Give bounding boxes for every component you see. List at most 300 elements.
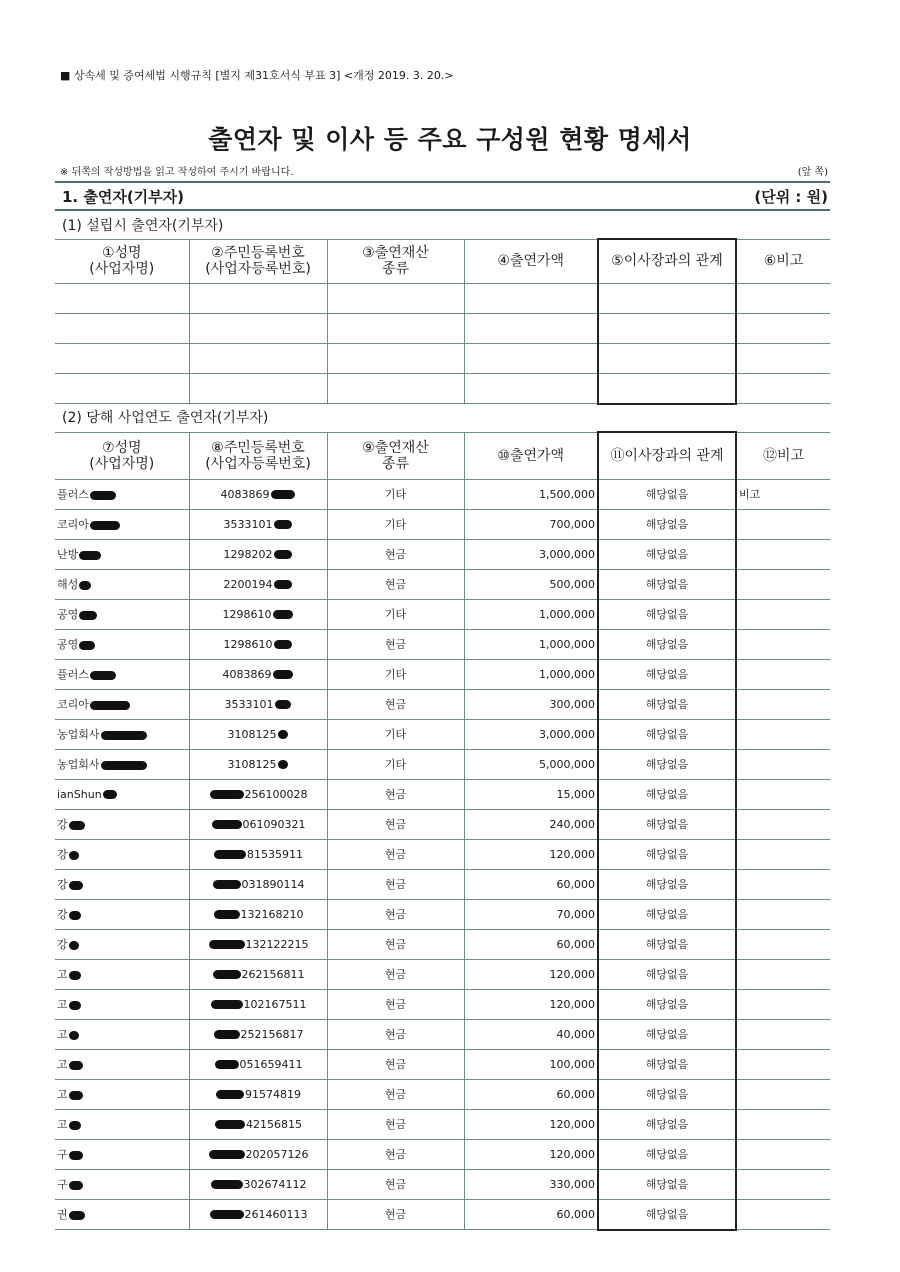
column-header-subline: 종류 — [381, 455, 410, 472]
empty-cell — [598, 343, 736, 373]
note-cell — [736, 719, 830, 749]
donation-amount-cell: 5,000,000 — [464, 749, 598, 779]
relation-cell: 해당없음 — [598, 719, 736, 749]
redaction-mark — [214, 850, 246, 859]
donation-amount-cell: 120,000 — [464, 1109, 598, 1139]
relation-cell: 해당없음 — [598, 539, 736, 569]
redaction-mark — [278, 760, 288, 769]
donor-name: 코리아 — [57, 698, 89, 711]
column-header — [464, 239, 598, 283]
registration-number-cell — [189, 1079, 327, 1109]
note-cell — [736, 1079, 830, 1109]
registration-number: 031890114 — [241, 877, 305, 891]
donor-name: 고 — [57, 1058, 68, 1071]
relation-cell: 해당없음 — [598, 509, 736, 539]
registration-number-cell — [189, 1139, 327, 1169]
column-header — [736, 239, 830, 283]
asset-type-cell: 현금 — [327, 689, 464, 719]
empty-cell — [55, 373, 189, 404]
registration-number-cell — [189, 1109, 327, 1139]
donation-amount-cell: 330,000 — [464, 1169, 598, 1199]
relation-cell: 해당없음 — [598, 899, 736, 929]
donor-name-cell — [55, 989, 189, 1019]
registration-number-cell — [189, 719, 327, 749]
donor-name: 구 — [57, 1178, 68, 1191]
donation-amount-cell: 100,000 — [464, 1049, 598, 1079]
column-header-line: ①성명 — [101, 245, 142, 261]
note-cell — [736, 659, 830, 689]
donor-name: 강 — [57, 878, 68, 891]
subsection-1-title: (1) 설립시 출연자(기부자) — [62, 218, 224, 234]
note-cell — [736, 929, 830, 959]
donor-name-cell — [55, 899, 189, 929]
registration-number: 3533101 — [223, 517, 273, 531]
redaction-mark — [273, 670, 293, 679]
note-cell — [736, 1019, 830, 1049]
empty-cell — [736, 343, 830, 373]
asset-type-cell: 기타 — [327, 599, 464, 629]
donation-amount-cell: 240,000 — [464, 809, 598, 839]
relation-cell: 해당없음 — [598, 749, 736, 779]
note-cell — [736, 539, 830, 569]
redaction-mark — [103, 790, 117, 799]
note-cell — [736, 989, 830, 1019]
redaction-mark — [101, 761, 147, 770]
registration-number: 302674112 — [243, 1177, 307, 1191]
donor-name: 난방 — [57, 548, 79, 561]
donor-name: 농업회사 — [57, 758, 100, 771]
donor-name-cell — [55, 689, 189, 719]
asset-type-cell: 기타 — [327, 659, 464, 689]
empty-cell — [464, 283, 598, 313]
donor-name-cell — [55, 569, 189, 599]
redaction-mark — [209, 1150, 245, 1159]
redaction-mark — [79, 581, 91, 590]
asset-type-cell: 현금 — [327, 959, 464, 989]
registration-number: 262156811 — [241, 967, 305, 981]
asset-type-cell: 현금 — [327, 839, 464, 869]
empty-cell — [327, 283, 464, 313]
registration-number-cell — [189, 899, 327, 929]
donation-amount-cell: 3,000,000 — [464, 719, 598, 749]
redaction-mark — [69, 821, 85, 830]
note-cell — [736, 959, 830, 989]
document-title: 출연자 및 이사 등 주요 구성원 현황 명세서 — [208, 125, 692, 154]
relation-cell: 해당없음 — [598, 839, 736, 869]
table-row — [55, 809, 830, 839]
column-header — [327, 432, 464, 479]
donor-name-cell — [55, 929, 189, 959]
redaction-mark — [210, 790, 244, 799]
instruction-notice: ※ 뒤쪽의 작성방법을 읽고 작성하여 주시기 바랍니다. — [60, 167, 294, 178]
note-cell — [736, 1109, 830, 1139]
section-top-rule — [55, 181, 830, 183]
note-cell — [736, 749, 830, 779]
table-row — [55, 1049, 830, 1079]
redaction-mark — [215, 1060, 239, 1069]
table-row — [55, 1169, 830, 1199]
redaction-mark — [69, 851, 79, 860]
redaction-mark — [69, 971, 81, 980]
redaction-mark — [216, 1090, 244, 1099]
column-header — [598, 239, 736, 283]
redaction-mark — [69, 941, 79, 950]
empty-cell — [55, 313, 189, 343]
section-1-rule — [55, 209, 830, 211]
redaction-mark — [101, 731, 147, 740]
redaction-mark — [214, 1030, 240, 1039]
donor-name-cell — [55, 1169, 189, 1199]
asset-type-cell: 현금 — [327, 869, 464, 899]
redaction-mark — [278, 730, 288, 739]
asset-type-cell: 현금 — [327, 989, 464, 1019]
table-row — [55, 839, 830, 869]
table-row — [55, 1139, 830, 1169]
registration-number: 102167511 — [243, 997, 307, 1011]
table-row — [55, 989, 830, 1019]
redaction-mark — [212, 820, 242, 829]
registration-number-cell — [189, 779, 327, 809]
relation-cell: 해당없음 — [598, 689, 736, 719]
relation-cell: 해당없음 — [598, 869, 736, 899]
empty-cell — [736, 283, 830, 313]
empty-cell — [189, 283, 327, 313]
donor-name-cell — [55, 809, 189, 839]
note-cell — [736, 809, 830, 839]
table-row — [55, 659, 830, 689]
redaction-mark — [271, 490, 295, 499]
empty-cell — [189, 373, 327, 404]
relation-cell: 해당없음 — [598, 599, 736, 629]
note-cell — [736, 509, 830, 539]
table-row — [55, 599, 830, 629]
empty-cell — [598, 283, 736, 313]
registration-number-cell — [189, 959, 327, 989]
relation-cell: 해당없음 — [598, 779, 736, 809]
table-row — [55, 509, 830, 539]
donor-name-cell — [55, 1139, 189, 1169]
donation-amount-cell: 120,000 — [464, 1139, 598, 1169]
column-header-subline: (사업자등록번호) — [205, 261, 311, 277]
table-row — [55, 283, 830, 313]
table-row — [55, 569, 830, 599]
donor-name: 권 — [57, 1208, 68, 1222]
column-header-line: ⑧주민등록번호 — [211, 439, 305, 456]
form-reference: ■ 상속세 및 증여세법 시행규칙 [별지 제31호서식 부표 3] <개정 2019. 3. 20.> — [60, 69, 454, 82]
asset-type-cell: 현금 — [327, 539, 464, 569]
registration-number: 261460113 — [244, 1207, 308, 1221]
asset-type-cell: 현금 — [327, 629, 464, 659]
redaction-mark — [79, 551, 101, 560]
registration-number-cell — [189, 599, 327, 629]
note-cell — [736, 1049, 830, 1079]
column-header-line: ⑥비고 — [763, 253, 804, 269]
registration-number-cell — [189, 869, 327, 899]
redaction-mark — [69, 1091, 83, 1100]
donor-name: 공영 — [57, 638, 79, 651]
note-cell — [736, 629, 830, 659]
column-header-subline: 종류 — [381, 261, 410, 277]
donation-amount-cell: 60,000 — [464, 1199, 598, 1230]
relation-cell: 해당없음 — [598, 629, 736, 659]
relation-cell: 해당없음 — [598, 1049, 736, 1079]
donation-amount-cell: 300,000 — [464, 689, 598, 719]
table-row — [55, 1079, 830, 1109]
relation-cell: 해당없음 — [598, 929, 736, 959]
column-header-line: ④출연가액 — [497, 253, 565, 269]
section-1-title: 1. 출연자(기부자) — [62, 188, 185, 206]
registration-number-cell — [189, 989, 327, 1019]
column-header-line: ⑦성명 — [101, 439, 142, 456]
empty-cell — [598, 373, 736, 404]
registration-number: 1298610 — [223, 637, 273, 651]
current-year-donors-table — [55, 431, 830, 1231]
donation-amount-cell: 1,000,000 — [464, 629, 598, 659]
registration-number-cell — [189, 479, 327, 509]
donor-name: 강 — [57, 908, 68, 921]
redaction-mark — [211, 1180, 243, 1189]
donation-amount-cell: 120,000 — [464, 839, 598, 869]
table-row — [55, 1199, 830, 1230]
registration-number: 051659411 — [239, 1057, 303, 1071]
column-header-line: ⑨출연재산 — [362, 439, 429, 456]
donor-name: 강 — [57, 818, 68, 831]
registration-number: 4083869 — [222, 667, 272, 681]
relation-cell: 해당없음 — [598, 1199, 736, 1230]
note-cell — [736, 1139, 830, 1169]
empty-cell — [327, 313, 464, 343]
redaction-mark — [274, 580, 292, 589]
note-cell — [736, 689, 830, 719]
table-row — [55, 373, 830, 404]
registration-number: 252156817 — [240, 1027, 304, 1041]
donor-name-cell — [55, 479, 189, 509]
page-side-label: (앞 쪽) — [797, 167, 828, 178]
donation-amount-cell: 60,000 — [464, 869, 598, 899]
table-row — [55, 719, 830, 749]
note-cell — [736, 839, 830, 869]
empty-cell — [189, 343, 327, 373]
table-row — [55, 959, 830, 989]
relation-cell: 해당없음 — [598, 1079, 736, 1109]
asset-type-cell: 기타 — [327, 719, 464, 749]
relation-cell: 해당없음 — [598, 1169, 736, 1199]
asset-type-cell: 현금 — [327, 1169, 464, 1199]
redaction-mark — [79, 611, 97, 620]
relation-cell: 해당없음 — [598, 1019, 736, 1049]
donor-name: 공영 — [57, 608, 79, 621]
empty-cell — [464, 343, 598, 373]
donor-name-cell — [55, 599, 189, 629]
redaction-mark — [90, 701, 130, 710]
column-header — [327, 239, 464, 283]
redaction-mark — [213, 880, 241, 889]
donor-name-cell — [55, 869, 189, 899]
donor-name: 고 — [57, 998, 68, 1011]
relation-cell: 해당없음 — [598, 989, 736, 1019]
registration-number: 132122215 — [245, 937, 309, 951]
redaction-mark — [79, 641, 95, 650]
founding-donors-table — [55, 238, 830, 405]
donor-name: 플러스 — [57, 488, 89, 501]
column-header-subline: (사업자명) — [89, 455, 155, 472]
donation-amount-cell: 1,500,000 — [464, 479, 598, 509]
column-header-subline: (사업자명) — [89, 261, 155, 277]
asset-type-cell: 현금 — [327, 1019, 464, 1049]
donor-name-cell — [55, 749, 189, 779]
registration-number-cell — [189, 539, 327, 569]
redaction-mark — [69, 911, 81, 920]
table-row — [55, 929, 830, 959]
empty-cell — [327, 373, 464, 404]
redaction-mark — [209, 940, 245, 949]
donor-name-cell — [55, 839, 189, 869]
relation-cell: 해당없음 — [598, 479, 736, 509]
redaction-mark — [69, 1061, 83, 1070]
registration-number: 4083869 — [220, 487, 270, 501]
empty-cell — [327, 343, 464, 373]
donor-name-cell — [55, 1199, 189, 1230]
relation-cell: 해당없음 — [598, 959, 736, 989]
donation-amount-cell: 500,000 — [464, 569, 598, 599]
donation-amount-cell: 60,000 — [464, 929, 598, 959]
asset-type-cell: 현금 — [327, 929, 464, 959]
table-row — [55, 539, 830, 569]
donor-name-cell — [55, 1109, 189, 1139]
column-header — [189, 239, 327, 283]
column-header-line: ⑩출연가액 — [497, 447, 565, 464]
donation-amount-cell: 700,000 — [464, 509, 598, 539]
donor-name-cell — [55, 629, 189, 659]
note-cell — [736, 1199, 830, 1230]
registration-number-cell — [189, 1049, 327, 1079]
asset-type-cell: 기타 — [327, 509, 464, 539]
donor-name: ianShun — [57, 787, 102, 801]
table-row — [55, 313, 830, 343]
column-header-line: ②주민등록번호 — [211, 245, 305, 261]
redaction-mark — [215, 1120, 245, 1129]
empty-cell — [189, 313, 327, 343]
donor-name: 구 — [57, 1148, 68, 1161]
donation-amount-cell: 60,000 — [464, 1079, 598, 1109]
donor-name: 고 — [57, 1118, 68, 1131]
table-row — [55, 869, 830, 899]
registration-number: 3108125 — [227, 727, 277, 741]
redaction-mark — [273, 610, 293, 619]
donor-name: 강 — [57, 938, 68, 951]
registration-number: 3533101 — [224, 697, 274, 711]
donor-name-cell — [55, 539, 189, 569]
registration-number: 3108125 — [227, 757, 277, 771]
table-row — [55, 1019, 830, 1049]
asset-type-cell: 현금 — [327, 569, 464, 599]
asset-type-cell: 현금 — [327, 779, 464, 809]
empty-cell — [55, 343, 189, 373]
donor-name-cell — [55, 959, 189, 989]
registration-number: 061090321 — [242, 817, 306, 831]
asset-type-cell: 현금 — [327, 899, 464, 929]
redaction-mark — [90, 491, 116, 500]
redaction-mark — [275, 700, 291, 709]
donor-name-cell — [55, 719, 189, 749]
donor-name-cell — [55, 1019, 189, 1049]
asset-type-cell: 기타 — [327, 749, 464, 779]
asset-type-cell: 현금 — [327, 1079, 464, 1109]
donor-name-cell — [55, 659, 189, 689]
note-cell — [736, 869, 830, 899]
donor-name-cell — [55, 1079, 189, 1109]
donor-name: 고 — [57, 1088, 68, 1101]
registration-number-cell — [189, 929, 327, 959]
donor-name: 고 — [57, 1028, 68, 1041]
column-header — [55, 432, 189, 479]
unit-label: (단위 : 원) — [754, 188, 828, 206]
note-cell — [736, 599, 830, 629]
column-header — [189, 432, 327, 479]
registration-number-cell — [189, 1019, 327, 1049]
table-row — [55, 899, 830, 929]
note-cell — [736, 569, 830, 599]
donor-name: 강 — [57, 848, 68, 861]
column-header-line: ⑤이사장과의 관계 — [611, 253, 723, 270]
column-header-line: ⑫비고 — [762, 447, 805, 464]
table-row — [55, 779, 830, 809]
relation-cell: 해당없음 — [598, 809, 736, 839]
registration-number-cell — [189, 1199, 327, 1230]
registration-number: 2200194 — [223, 577, 273, 591]
column-header — [736, 432, 830, 479]
registration-number-cell — [189, 689, 327, 719]
donation-amount-cell: 70,000 — [464, 899, 598, 929]
table-row — [55, 689, 830, 719]
asset-type-cell: 현금 — [327, 1109, 464, 1139]
redaction-mark — [274, 550, 292, 559]
table-row — [55, 749, 830, 779]
donation-amount-cell: 120,000 — [464, 989, 598, 1019]
subsection-2-title: (2) 당해 사업연도 출연자(기부자) — [62, 410, 269, 426]
redaction-mark — [210, 1210, 244, 1219]
registration-number: 1298202 — [223, 547, 273, 561]
redaction-mark — [214, 910, 240, 919]
note-cell — [736, 899, 830, 929]
donor-name: 플러스 — [57, 668, 89, 681]
note-cell — [736, 779, 830, 809]
asset-type-cell: 현금 — [327, 1139, 464, 1169]
registration-number: 42156815 — [246, 1117, 302, 1131]
relation-cell: 해당없음 — [598, 1139, 736, 1169]
redaction-mark — [274, 520, 292, 529]
asset-type-cell: 기타 — [327, 479, 464, 509]
registration-number-cell — [189, 629, 327, 659]
table-row — [55, 629, 830, 659]
column-header — [55, 239, 189, 283]
donation-amount-cell: 1,000,000 — [464, 659, 598, 689]
registration-number-cell — [189, 839, 327, 869]
donor-name-cell — [55, 1049, 189, 1079]
registration-number-cell — [189, 809, 327, 839]
registration-number: 202057126 — [245, 1147, 309, 1161]
table-row — [55, 1109, 830, 1139]
redaction-mark — [274, 640, 292, 649]
donor-name: 해성 — [57, 578, 79, 591]
registration-number: 132168210 — [240, 907, 304, 921]
redaction-mark — [90, 671, 116, 680]
donation-amount-cell: 1,000,000 — [464, 599, 598, 629]
empty-cell — [464, 313, 598, 343]
empty-cell — [736, 373, 830, 404]
donation-amount-cell: 40,000 — [464, 1019, 598, 1049]
redaction-mark — [69, 1121, 81, 1130]
